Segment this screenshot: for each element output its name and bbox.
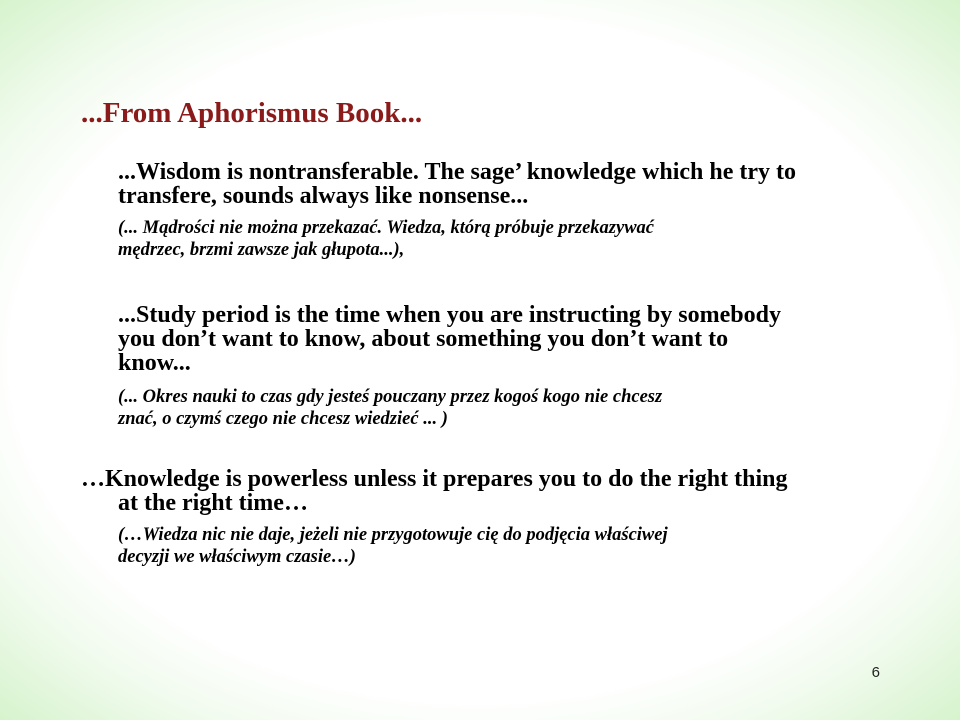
- aphorism-1-line-2: transfere, sounds always like nonsense...: [118, 183, 529, 209]
- aphorism-2-line-2: you don’t want to know, about something you don’t want to: [118, 326, 729, 352]
- aphorism-english-1: [118, 160, 918, 208]
- aphorism-polish-2: [118, 386, 918, 430]
- aphorism-1-line-1: ...Wisdom is nontransferable. The sage’ knowledge which he try to: [118, 159, 797, 185]
- aphorism-english-3: [81, 467, 921, 515]
- translation-1-line-1: (... Mądrości nie można przekazać. Wiedza, którą próbuje przekazywać: [118, 218, 655, 238]
- aphorism-2-line-1: ...Study period is the time when you are instructing by somebody: [118, 302, 781, 328]
- translation-3-line-1: (…Wiedza nic nie daje, jeżeli nie przygotowuje cię do podjęcia właściwej: [118, 525, 668, 545]
- translation-2-line-2: znać, o czymś czego nie chcesz wiedzieć ... ): [118, 409, 448, 429]
- aphorism-3-line-1: …Knowledge is powerless unless it prepares you to do the right thing: [81, 466, 788, 492]
- aphorism-3-line-2: at the right time…: [118, 490, 308, 516]
- aphorism-polish-3: [118, 524, 918, 568]
- translation-1-line-2: mędrzec, brzmi zawsze jak głupota...),: [118, 240, 405, 260]
- aphorism-2-line-3: know...: [118, 350, 191, 376]
- translation-2-line-1: (... Okres nauki to czas gdy jesteś pouczany przez kogoś kogo nie chcesz: [118, 387, 663, 407]
- slide-title: ...From Aphorismus Book...: [81, 97, 423, 129]
- translation-3-line-2: decyzji we właściwym czasie…): [118, 547, 356, 567]
- page-number: 6: [871, 664, 880, 681]
- aphorism-polish-1: [118, 217, 918, 261]
- aphorism-english-2: [118, 303, 918, 375]
